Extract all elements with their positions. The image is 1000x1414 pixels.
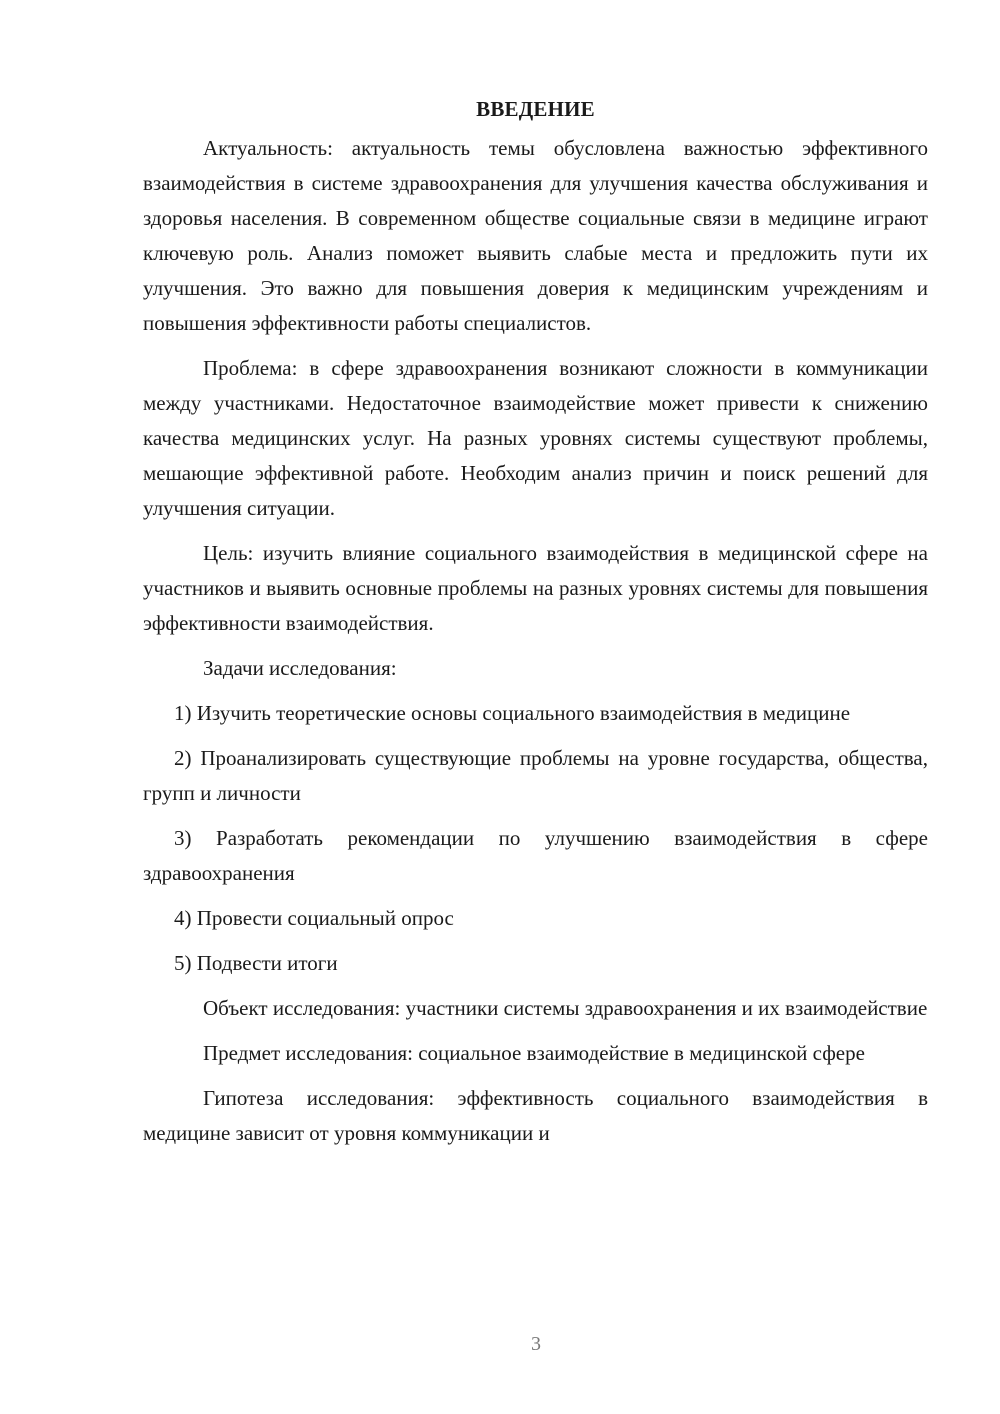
page-number: 3 (531, 1333, 541, 1355)
document-body (143, 92, 928, 1161)
paragraph-tasks-heading: Задачи исследования: (203, 656, 397, 680)
paragraph-hypothesis: Гипотеза исследования: эффективность социального взаимодействия в медицине зависит от уровня коммуникации и (143, 1086, 928, 1145)
paragraph-problem: Проблема: в сфере здравоохранения возникают сложности в коммуникации между участниками. Недостаточное взаимодействие может привести к снижению качества медицинских услуг. На разных уровнях системы существуют проблемы, мешающие эффективной работе. Необходим анализ причин и поиск решений для улучшения ситуации. (143, 356, 928, 520)
task-item-3: 3) Разработать рекомендации по улучшению взаимодействия в сфере здравоохранения (143, 826, 928, 885)
paragraph-relevance: Актуальность: актуальность темы обусловлена важностью эффективного взаимодействия в системе здравоохранения для улучшения качества обслуживания и здоровья населения. В современном обществе социальные связи в медицине играют ключевую роль. Анализ поможет выявить слабые места и предложить пути их улучшения. Это важно для повышения доверия к медицинским учреждениям и повышения эффективности работы специалистов. (143, 136, 928, 335)
page-title: ВВЕДЕНИЕ (476, 97, 595, 121)
paragraph-object: Объект исследования: участники системы здравоохранения и их взаимодействие (203, 996, 928, 1020)
task-item-2: 2) Проанализировать существующие проблемы на уровне государства, общества, групп и личности (143, 746, 928, 805)
task-item-5: 5) Подвести итоги (174, 951, 338, 975)
task-item-1: 1) Изучить теоретические основы социального взаимодействия в медицине (174, 701, 851, 725)
paragraph-goal: Цель: изучить влияние социального взаимодействия в медицинской сфере на участников и выявить основные проблемы на разных уровнях системы для повышения эффективности взаимодействия. (143, 541, 928, 635)
paragraph-subject: Предмет исследования: социальное взаимодействие в медицинской сфере (203, 1041, 865, 1065)
task-item-4: 4) Провести социальный опрос (174, 906, 454, 930)
